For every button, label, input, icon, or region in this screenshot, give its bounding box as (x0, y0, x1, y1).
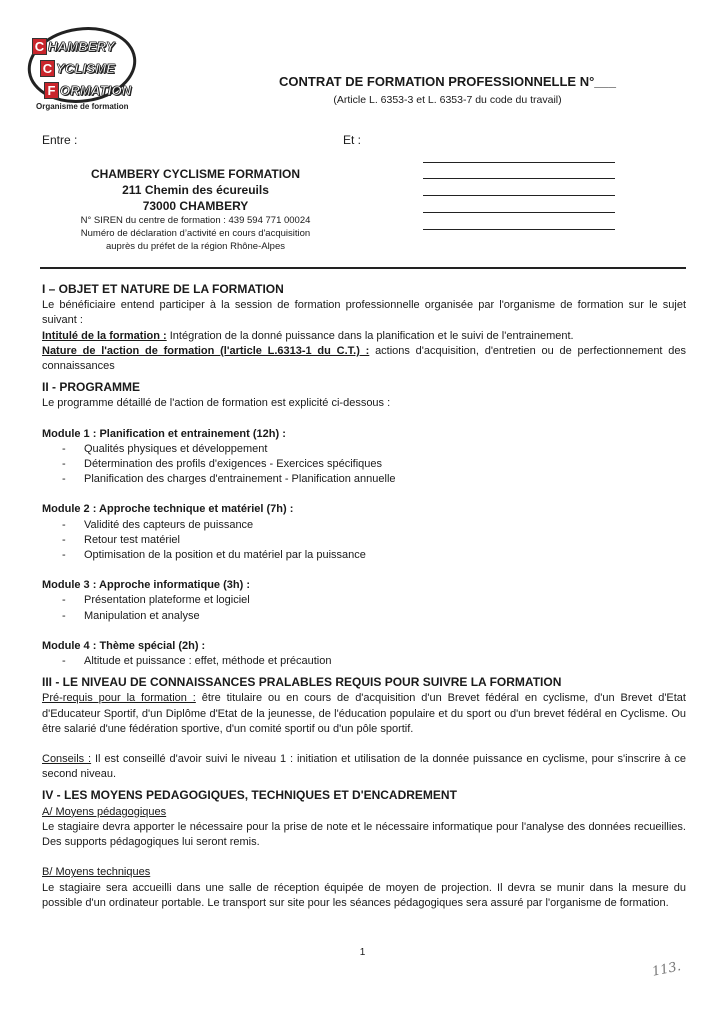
section-3-heading: III - LE NIVEAU DE CONNAISSANCES PRALABLES REQUIS POUR SUIVRE LA FORMATION (42, 675, 562, 690)
nature-value: actions d'acquisition, d'entretien ou de perfectionnement des connaissances (42, 344, 686, 373)
organization-block (48, 166, 343, 253)
logo-line-2: C YCLISME (40, 60, 115, 76)
intitule-value: Intégration de la donné puissance dans la planification et le suivi de l'entrainement. (166, 329, 574, 342)
module-items (42, 518, 686, 564)
module-title: Module 3 : Approche informatique (3h) : (42, 579, 250, 592)
conseils-label: Conseils : (42, 753, 92, 766)
list-item: - Validité des capteurs de puissance (62, 518, 686, 533)
conseils-paragraph (42, 752, 686, 782)
list-item: - Détermination des profils d'exigences - Exercices spécifiques (62, 457, 686, 472)
contract-subtitle: (Article L. 6353-3 et L. 6353-7 du code du travail) (333, 94, 562, 106)
module-items (42, 442, 686, 488)
beneficiary-blank-line[interactable] (423, 229, 615, 230)
entre-label: Entre : (42, 133, 78, 147)
beneficiary-blank-line[interactable] (423, 162, 615, 163)
contract-title: CONTRAT DE FORMATION PROFESSIONNELLE N°___ (279, 74, 616, 89)
beneficiary-blank-line[interactable] (423, 195, 615, 196)
module-title: Module 4 : Thème spécial (2h) : (42, 639, 206, 652)
org-city: 73000 CHAMBERY (142, 199, 249, 213)
logo-line-3: F ORMATION (44, 82, 131, 98)
section-divider (40, 267, 686, 269)
organization-logo (26, 26, 138, 116)
module-title: Module 2 : Approche technique et matériel (7h) : (42, 503, 294, 516)
list-item: - Présentation plateforme et logiciel (62, 593, 686, 608)
list-item: - Retour test matériel (62, 533, 686, 548)
module-title: Module 1 : Planification et entrainement (12h) : (42, 427, 286, 440)
nature-label: Nature de l'action de formation (l'article L.6313-1 du C.T.) : (42, 344, 370, 357)
page-number: 1 (359, 947, 366, 958)
org-declaration-line-1: Numéro de déclaration d’activité en cours d'acquisition (80, 228, 311, 239)
beneficiary-blank-line[interactable] (423, 178, 615, 179)
conseils-text: Il est conseillé d'avoir suivi le niveau 1 : initiation et utilisation de la donnée puissance en cyclisme, pour s'inscrire à ce second niveau. (42, 753, 686, 781)
prereq-paragraph (42, 691, 686, 737)
intitule-label: Intitulé de la formation : (42, 329, 167, 342)
moyens-techniques-text: Le stagiaire sera accueilli dans une salle de réception équipée de moyen de projection. Il devra se munir dans la mesure du possible d'un ordinateur portable. Le transport sur site pour les séances pédagogiques sera assuré par l'organisme de formation. (42, 881, 686, 909)
section-2-intro: Le programme détaillé de l'action de formation est explicité ci-dessous : (42, 397, 391, 410)
contract-body (42, 282, 686, 911)
beneficiary-blank-line[interactable] (423, 212, 615, 213)
section-2-heading: II - PROGRAMME (42, 380, 140, 395)
list-item: - Altitude et puissance : effet, méthode et précaution (62, 654, 686, 669)
list-item: - Manipulation et analyse (62, 609, 686, 624)
nature-paragraph (42, 344, 686, 374)
moyens-pedagogiques-text: Le stagiaire devra apporter le nécessaire pour la prise de note et le nécessaire informatique pour l'analyse des données recueillies. Des supports pédagogiques lui seront remis. (42, 820, 686, 849)
section-4-heading: IV - LES MOYENS PEDAGOGIQUES, TECHNIQUES ET D'ENCADREMENT (42, 788, 457, 803)
prereq-text: être titulaire ou en cours de d'acquisition d'un Brevet fédéral en cyclisme, d'un Brevet d'Etat d'Educateur Sportif, d'un Diplôme d'Etat de la jeunesse, de l'éducation populaire et du sport ou d'un brevet fédéral en Cyclisme. Ou être salarié d'une fédération sportive, d'un comité sportif ou d'un pôle sportif. (42, 692, 686, 735)
moyens-pedagogiques-label: A/ Moyens pédagogiques (42, 805, 167, 818)
list-item: - Qualités physiques et développement (62, 442, 686, 457)
logo-line-1: C HAMBERY (32, 38, 115, 54)
org-name: CHAMBERY CYCLISME FORMATION (90, 167, 301, 181)
intitule-paragraph (42, 329, 686, 344)
prereq-label: Pré-requis pour la formation : (42, 692, 196, 705)
module-items (42, 654, 686, 669)
org-street: 211 Chemin des écureuils (122, 183, 269, 197)
moyens-techniques-label: B/ Moyens techniques (42, 866, 151, 879)
handwritten-annotation: 113. (650, 959, 683, 980)
list-item: - Planification des charges d'entrainement - Planification annuelle (62, 472, 686, 487)
section-1-intro: Le bénéficiaire entend participer à la session de formation professionnelle organisée par l'organisme de formation sur le sujet suivant : (42, 299, 686, 327)
list-item: - Optimisation de la position et du matériel par la puissance (62, 548, 686, 563)
module-items (42, 593, 686, 623)
org-declaration-line-2: auprès du préfet de la région Rhône-Alpes (105, 241, 286, 252)
org-siren: N° SIREN du centre de formation : 439 594 771 00024 (80, 215, 311, 226)
et-label: Et : (343, 133, 362, 147)
logo-tagline: Organisme de formation (36, 102, 129, 111)
section-1-heading: I – OBJET ET NATURE DE LA FORMATION (42, 282, 284, 296)
